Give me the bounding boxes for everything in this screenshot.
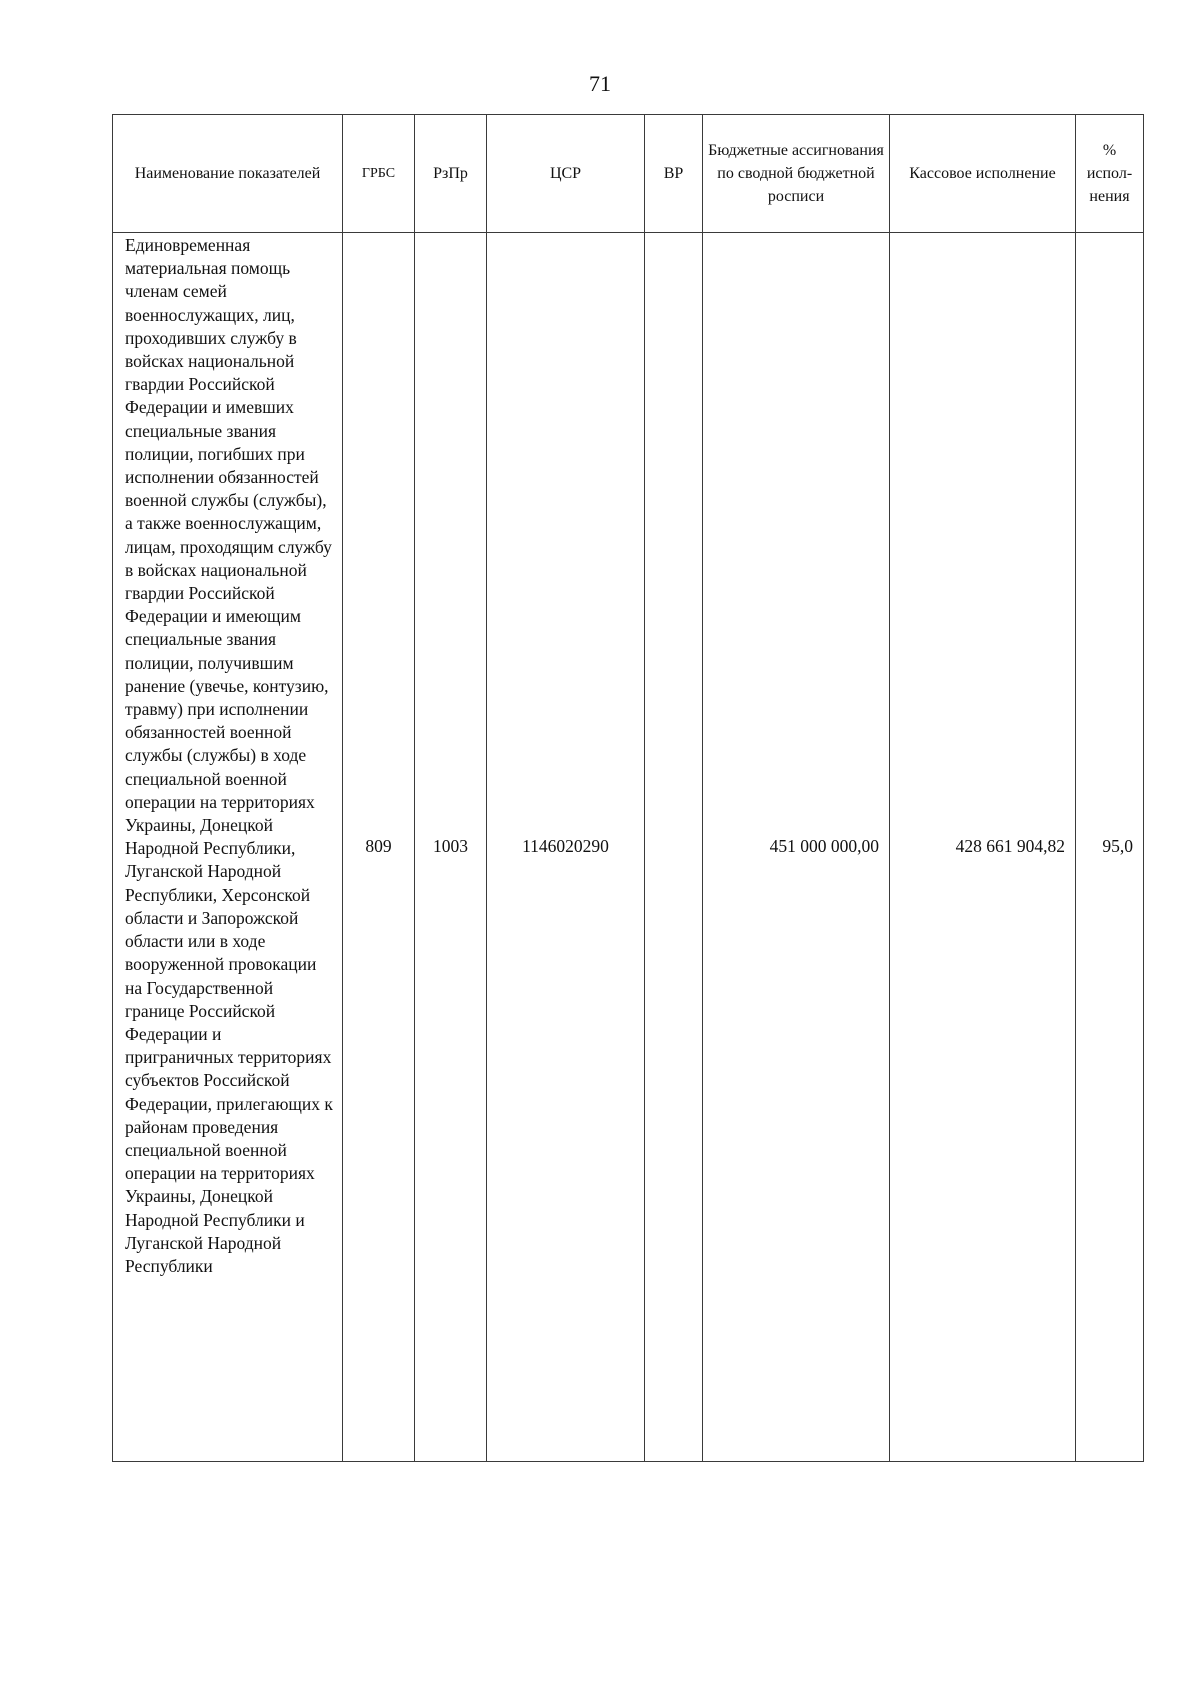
table-header-row [113, 115, 1144, 233]
cell-cash-execution: 428 661 904,82 [890, 233, 1076, 1462]
header-name: Наименование показателей [113, 115, 343, 233]
header-allocations: Бюджетные ассигнования по сводной бюджетной росписи [703, 115, 890, 233]
header-cash-execution: Кассовое исполнение [890, 115, 1076, 233]
header-grbs: ГРБС [343, 115, 415, 233]
cell-percent: 95,0 [1076, 233, 1144, 1462]
cell-csr: 1146020290 [487, 233, 645, 1462]
header-vr: ВР [645, 115, 703, 233]
cell-rzpr: 1003 [415, 233, 487, 1462]
page-number: 71 [589, 71, 611, 96]
cell-grbs: 809 [343, 233, 415, 1462]
cell-name: Единовременная материальная помощь членам семей военнослужащих, лиц, проходивших службу в войсках национальной гвардии Российской Федерации и имевших специальные звания полиции, погибших при исполнении обязанностей военной службы (службы), а также военнослужащим, лицам, проходящим службу в войсках национальной гвардии Российской Федерации и имеющим специальные звания полиции, получившим ранение (увечье, контузию, травму) при исполнении обязанностей военной службы (службы) в ходе специальной военной операции на территориях Украины, Донецкой Народной Республики, Луганской Народной Республики, Херсонской области и Запорожской области или в ходе вооруженной провокации на Государственной границе Российской Федерации и приграничных территориях субъектов Российской Федерации, прилегающих к районам проведения специальной военной операции на территориях Украины, Донецкой Народной Республики и Луганской Народной Республики [113, 233, 343, 1462]
table-row [113, 233, 1144, 1462]
cell-vr [645, 233, 703, 1462]
header-percent: % испол-нения [1076, 115, 1144, 233]
cell-allocations: 451 000 000,00 [703, 233, 890, 1462]
header-csr: ЦСР [487, 115, 645, 233]
header-rzpr: РзПр [415, 115, 487, 233]
budget-execution-table [112, 114, 1144, 1462]
